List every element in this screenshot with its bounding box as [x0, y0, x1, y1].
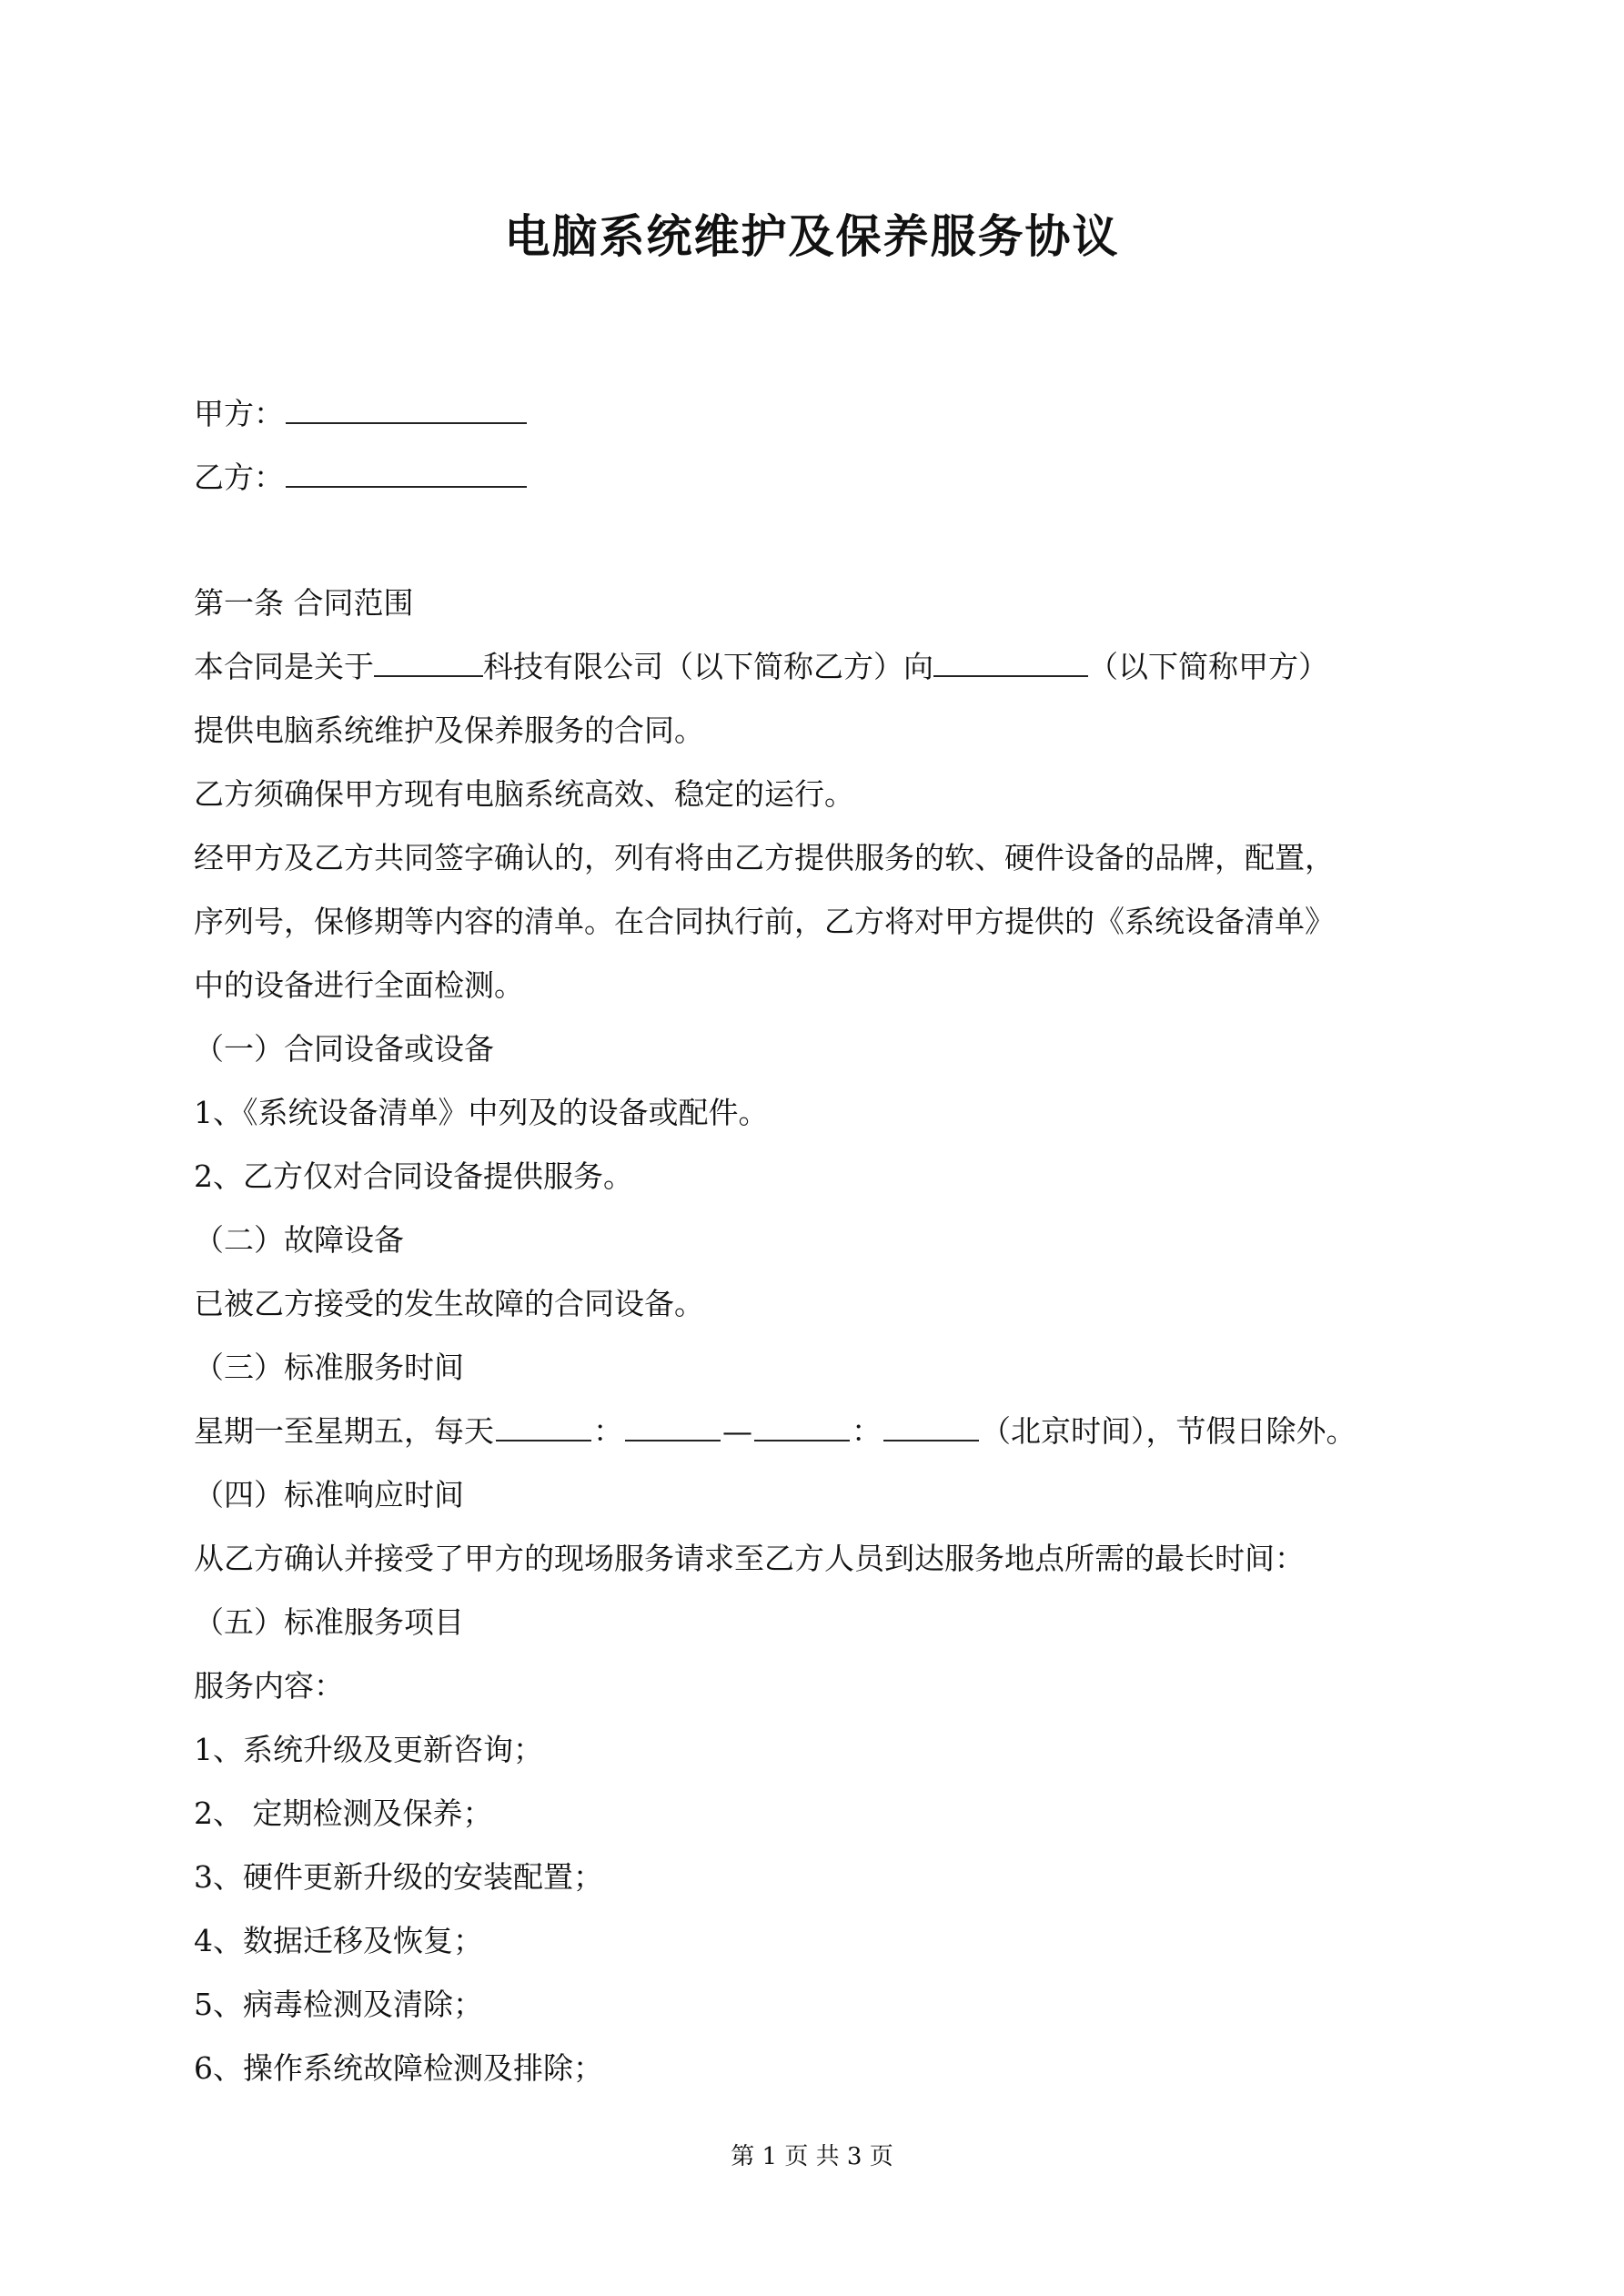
client-blank[interactable]	[933, 648, 1088, 677]
section-2-heading: （二）故障设备	[194, 1222, 404, 1258]
paragraph-2: 乙方须确保甲方现有电脑系统高效、稳定的运行。	[194, 776, 854, 812]
paragraph-1-line-2: 提供电脑系统维护及保养服务的合同。	[194, 713, 704, 748]
p1-part3: （以下简称甲方）	[1088, 649, 1328, 684]
party-a-line	[194, 391, 1449, 437]
list-item: 1、系统升级及更新咨询；	[194, 1732, 543, 1767]
party-b-label: 乙方：	[194, 460, 284, 495]
start-minute-blank[interactable]	[625, 1412, 721, 1441]
service-time-part1: 星期一至星期五，每天	[194, 1413, 494, 1449]
section-1-item-2: 2、乙方仅对合同设备提供服务。	[194, 1158, 633, 1194]
section-5-heading: （五）标准服务项目	[194, 1604, 464, 1640]
service-content-label: 服务内容：	[194, 1668, 344, 1704]
party-a-label: 甲方：	[194, 396, 284, 431]
p1-part2: 科技有限公司（以下简称乙方）向	[483, 649, 933, 684]
party-a-blank[interactable]	[286, 395, 527, 424]
time-dash: —	[722, 1413, 752, 1449]
paragraph-1-line-1	[194, 644, 1449, 690]
time-colon-2: ：	[852, 1413, 882, 1449]
end-hour-blank[interactable]	[754, 1412, 850, 1441]
section-1-heading: （一）合同设备或设备	[194, 1031, 494, 1067]
list-item: 2、 定期检测及保养；	[194, 1795, 493, 1831]
paragraph-3-line-3: 中的设备进行全面检测。	[194, 967, 524, 1003]
list-item: 4、数据迁移及恢复；	[194, 1923, 483, 1958]
party-b-blank[interactable]	[286, 459, 527, 488]
company-blank[interactable]	[374, 648, 483, 677]
service-time-line	[194, 1409, 1449, 1454]
service-time-part2: （北京时间），节假日除外。	[981, 1413, 1357, 1449]
page-number-footer: 第 1 页 共 3 页	[731, 2143, 893, 2170]
p1-part1: 本合同是关于	[194, 649, 374, 684]
list-item: 5、病毒检测及清除；	[194, 1987, 483, 2022]
section-2-text: 已被乙方接受的发生故障的合同设备。	[194, 1286, 704, 1321]
section-4-heading: （四）标准响应时间	[194, 1477, 464, 1512]
section-1-item-1: 1、《系统设备清单》中列及的设备或配件。	[194, 1095, 769, 1130]
paragraph-3-line-1: 经甲方及乙方共同签字确认的，列有将由乙方提供服务的软、硬件设备的品牌，配置，	[194, 840, 1335, 875]
section-4-text: 从乙方确认并接受了甲方的现场服务请求至乙方人员到达服务地点所需的最长时间：	[194, 1541, 1305, 1576]
list-item: 3、硬件更新升级的安装配置；	[194, 1859, 603, 1895]
list-item: 6、操作系统故障检测及排除；	[194, 2050, 603, 2086]
end-minute-blank[interactable]	[883, 1412, 979, 1441]
start-hour-blank[interactable]	[496, 1412, 591, 1441]
article1-heading: 第一条 合同范围	[194, 585, 414, 621]
section-3-heading: （三）标准服务时间	[194, 1350, 464, 1385]
document-title: 电脑系统维护及保养服务协议	[504, 210, 1120, 263]
paragraph-3-line-2: 序列号，保修期等内容的清单。在合同执行前，乙方将对甲方提供的《系统设备清单》	[194, 904, 1335, 939]
time-colon-1: ：	[593, 1413, 623, 1449]
party-b-line	[194, 455, 1449, 501]
